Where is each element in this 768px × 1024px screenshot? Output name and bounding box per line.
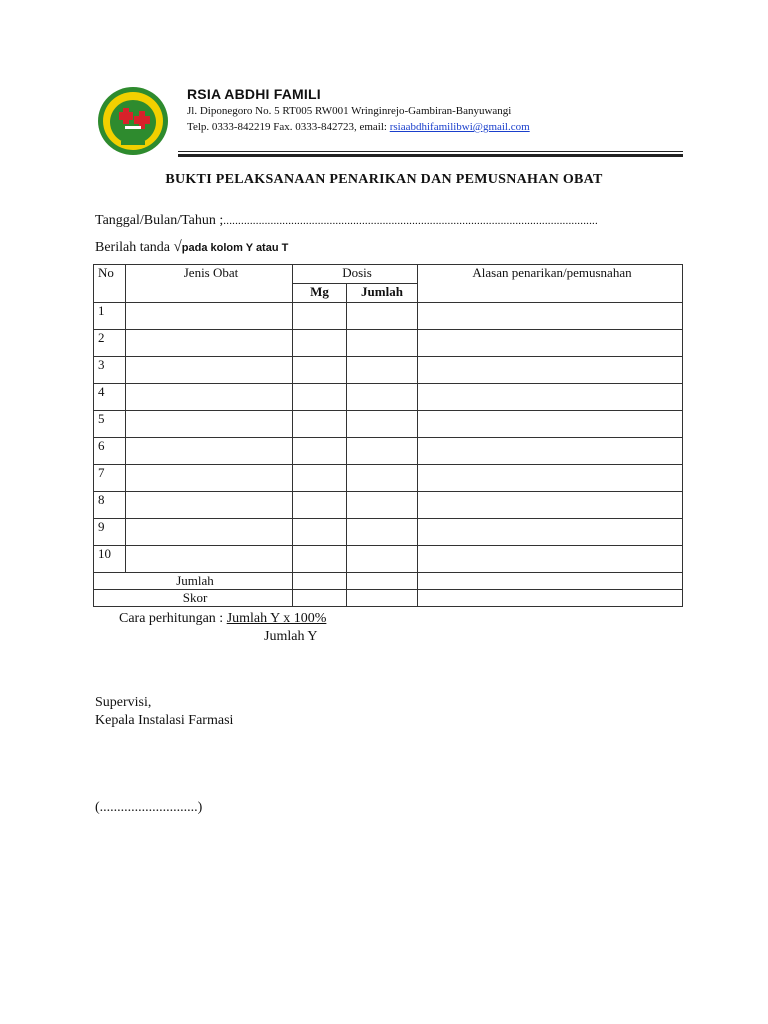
row-mg[interactable] <box>293 357 347 384</box>
header-jenis-obat: Jenis Obat <box>126 265 293 303</box>
row-jumlah[interactable] <box>347 546 418 573</box>
date-label: Tanggal/Bulan/Tahun ; <box>95 213 224 228</box>
footer-skor-mg[interactable] <box>293 590 347 607</box>
row-number: 10 <box>94 546 126 573</box>
row-alasan[interactable] <box>418 411 683 438</box>
instruction-suffix: pada kolom Y atau T <box>181 242 289 254</box>
hospital-name: RSIA ABDHI FAMILI <box>187 86 321 102</box>
row-mg[interactable] <box>293 546 347 573</box>
row-mg[interactable] <box>293 411 347 438</box>
row-number: 6 <box>94 438 126 465</box>
row-alasan[interactable] <box>418 384 683 411</box>
row-number: 1 <box>94 303 126 330</box>
row-number: 8 <box>94 492 126 519</box>
table-row <box>94 357 683 384</box>
table-row <box>94 492 683 519</box>
row-jenis-obat[interactable] <box>126 438 293 465</box>
table-row <box>94 465 683 492</box>
header-jumlah: Jumlah <box>347 284 418 303</box>
row-number: 4 <box>94 384 126 411</box>
row-jumlah[interactable] <box>347 411 418 438</box>
row-jenis-obat[interactable] <box>126 492 293 519</box>
row-jenis-obat[interactable] <box>126 384 293 411</box>
table-row <box>94 330 683 357</box>
table-row <box>94 411 683 438</box>
footer-jumlah-mg[interactable] <box>293 573 347 590</box>
document-title: BUKTI PELAKSANAAN PENARIKAN DAN PEMUSNAHAN OBAT <box>165 172 603 187</box>
kepala-instalasi-label: Kepala Instalasi Farmasi <box>95 713 234 728</box>
footer-skor: Skor <box>94 590 293 607</box>
row-jenis-obat[interactable] <box>126 303 293 330</box>
header-mg: Mg <box>293 284 347 303</box>
calculation-denominator: Jumlah Y <box>264 629 318 644</box>
row-alasan[interactable] <box>418 465 683 492</box>
row-mg[interactable] <box>293 438 347 465</box>
row-jumlah[interactable] <box>347 303 418 330</box>
row-mg[interactable] <box>293 492 347 519</box>
row-jenis-obat[interactable] <box>126 519 293 546</box>
calculation-line <box>119 611 326 627</box>
row-jumlah[interactable] <box>347 519 418 546</box>
table-row <box>94 519 683 546</box>
table-row <box>94 303 683 330</box>
table-row <box>94 438 683 465</box>
row-mg[interactable] <box>293 465 347 492</box>
row-alasan[interactable] <box>418 546 683 573</box>
check-mark-icon: √ <box>173 239 182 255</box>
table-row <box>94 384 683 411</box>
row-jumlah[interactable] <box>347 357 418 384</box>
row-alasan[interactable] <box>418 357 683 384</box>
row-alasan[interactable] <box>418 330 683 357</box>
row-number: 2 <box>94 330 126 357</box>
row-alasan[interactable] <box>418 492 683 519</box>
calculation-label: Cara perhitungan : <box>119 611 227 626</box>
footer-skor-jumlah[interactable] <box>347 590 418 607</box>
row-number: 9 <box>94 519 126 546</box>
hospital-logo-icon <box>97 86 169 156</box>
hospital-address: Jl. Diponegoro No. 5 RT005 RW001 Wringinrejo-Gambiran-Banyuwangi <box>187 105 512 117</box>
withdrawal-table <box>93 264 683 607</box>
header-alasan: Alasan penarikan/pemusnahan <box>418 265 683 303</box>
header-dosis: Dosis <box>293 265 418 284</box>
calculation-numerator: Jumlah Y x 100% <box>226 611 327 626</box>
footer-jumlah: Jumlah <box>94 573 293 590</box>
table-body <box>94 303 683 573</box>
date-blank[interactable]: ............................................................................................................................... <box>223 215 598 227</box>
row-jenis-obat[interactable] <box>126 465 293 492</box>
row-jenis-obat[interactable] <box>126 330 293 357</box>
email-link[interactable]: rsiaabdhifamilibwi@gmail.com <box>389 121 530 133</box>
tel-fax-text: Telp. 0333-842219 Fax. 0333-842723, email: <box>187 121 390 133</box>
row-jumlah[interactable] <box>347 438 418 465</box>
instruction-line <box>95 239 288 256</box>
row-number: 7 <box>94 465 126 492</box>
row-mg[interactable] <box>293 519 347 546</box>
row-jumlah[interactable] <box>347 330 418 357</box>
date-field-line <box>95 213 598 229</box>
row-jenis-obat[interactable] <box>126 357 293 384</box>
row-jumlah[interactable] <box>347 492 418 519</box>
row-alasan[interactable] <box>418 519 683 546</box>
footer-jumlah-jumlah[interactable] <box>347 573 418 590</box>
row-mg[interactable] <box>293 384 347 411</box>
row-number: 5 <box>94 411 126 438</box>
row-jenis-obat[interactable] <box>126 411 293 438</box>
row-number: 3 <box>94 357 126 384</box>
supervisi-label: Supervisi, <box>95 695 152 710</box>
row-alasan[interactable] <box>418 303 683 330</box>
row-jumlah[interactable] <box>347 384 418 411</box>
header-rule-thick <box>178 154 683 157</box>
row-mg[interactable] <box>293 303 347 330</box>
row-jumlah[interactable] <box>347 465 418 492</box>
row-alasan[interactable] <box>418 438 683 465</box>
row-jenis-obat[interactable] <box>126 546 293 573</box>
header-no: No <box>94 265 126 303</box>
footer-jumlah-alasan[interactable] <box>418 573 683 590</box>
table-row <box>94 546 683 573</box>
row-mg[interactable] <box>293 330 347 357</box>
footer-skor-alasan[interactable] <box>418 590 683 607</box>
signature-name-blank[interactable]: (............................) <box>95 800 203 815</box>
header-rule-thin <box>178 151 683 152</box>
instruction-prefix: Berilah tanda <box>95 240 174 255</box>
hospital-contact <box>187 121 530 133</box>
